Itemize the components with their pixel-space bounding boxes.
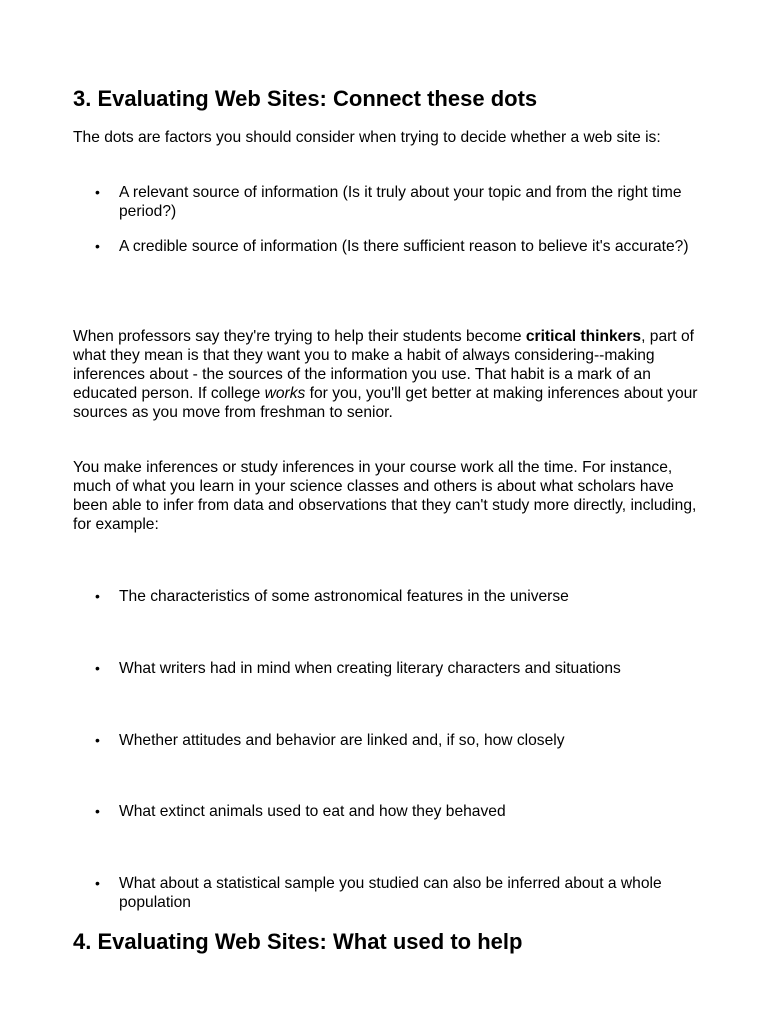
list-item xyxy=(73,802,713,821)
section-heading-connect-dots: 3. Evaluating Web Sites: Connect these dots xyxy=(73,86,538,111)
bullet-icon: • xyxy=(95,184,100,200)
bullet-icon: • xyxy=(95,238,100,254)
list-item xyxy=(73,659,713,678)
list-item-text: A credible source of information (Is there sufficient reason to believe it's accurate?) xyxy=(119,238,689,255)
bullet-icon: • xyxy=(95,875,100,891)
list-item xyxy=(73,183,713,221)
list-item-text: What about a statistical sample you studied can also be inferred about a whole population xyxy=(119,875,662,911)
list-item xyxy=(73,874,713,912)
list-item-text: What writers had in mind when creating literary characters and situations xyxy=(119,660,621,677)
bullet-icon: • xyxy=(95,803,100,819)
bullet-icon: • xyxy=(95,660,100,676)
bullet-icon: • xyxy=(95,732,100,748)
list-item xyxy=(73,237,713,256)
list-item-text: What extinct animals used to eat and how they behaved xyxy=(119,803,506,820)
paragraph-text: for you, you'll get better at making inferences about your sources as you move from freshman to senior. xyxy=(73,385,698,421)
paragraph-text: When professors say they're trying to help their students become xyxy=(73,328,526,345)
italic-term: works xyxy=(264,385,306,402)
bold-term: critical thinkers xyxy=(525,328,642,345)
list-item-text: A relevant source of information (Is it truly about your topic and from the right time period?) xyxy=(119,184,682,220)
section-heading-what-used-to-help: 4. Evaluating Web Sites: What used to help xyxy=(73,929,523,954)
list-item xyxy=(73,587,713,606)
intro-paragraph: The dots are factors you should consider when trying to decide whether a web site is: xyxy=(73,129,661,146)
list-item xyxy=(73,731,713,750)
list-item-text: Whether attitudes and behavior are linked and, if so, how closely xyxy=(119,732,565,749)
critical-thinkers-paragraph xyxy=(73,327,698,422)
paragraph-text: , part of what they mean is that they want you to make a habit of always considering--making inferences about - the sources of the information you use. That habit is a mark of an educated person. If college xyxy=(73,328,694,402)
list-item-text: The characteristics of some astronomical features in the universe xyxy=(119,588,569,605)
inferences-paragraph: You make inferences or study inferences in your course work all the time. For instance, much of what you learn in your science classes and others is about what scholars have been able to infer from data and observations that they can't study more directly, including, for example: xyxy=(73,459,697,533)
bullet-icon: • xyxy=(95,588,100,604)
